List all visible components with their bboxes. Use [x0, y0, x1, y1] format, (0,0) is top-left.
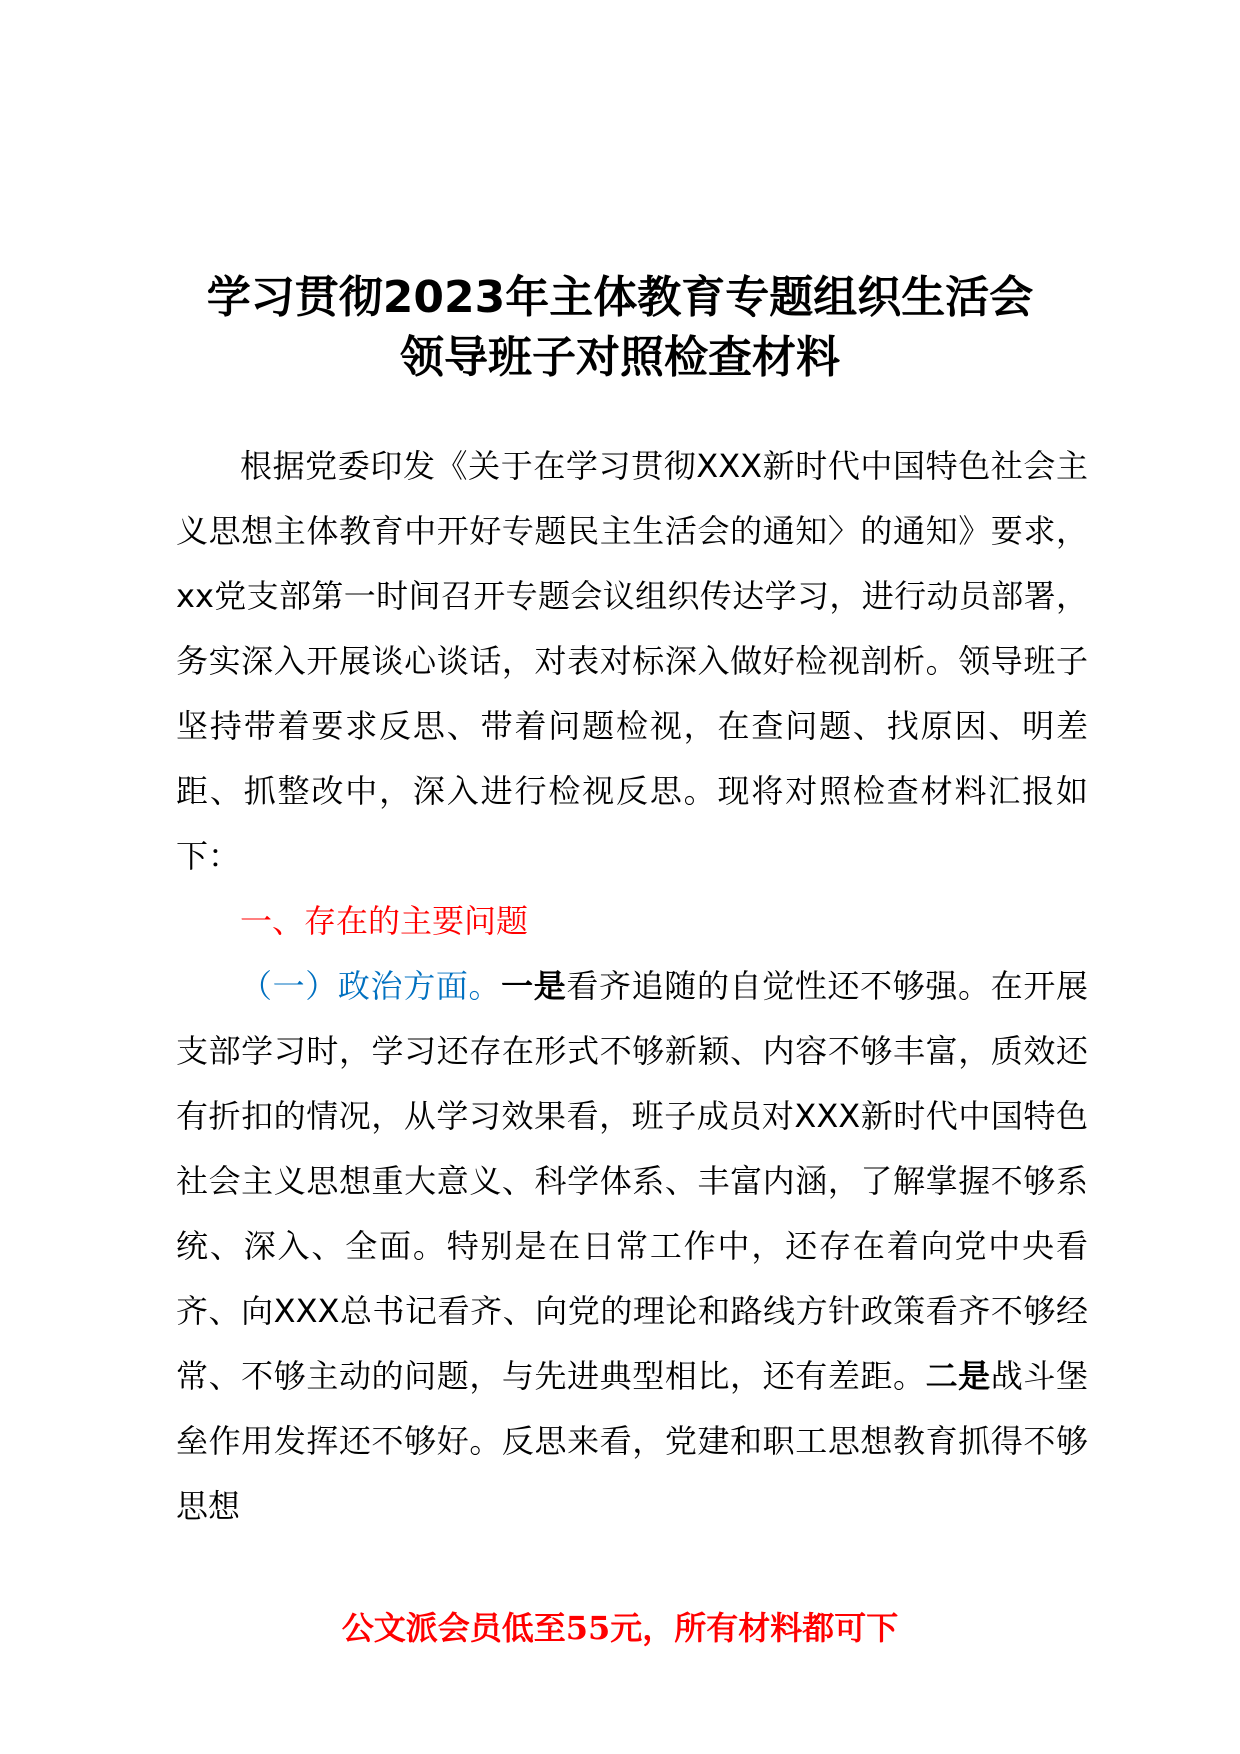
document-body	[176, 434, 1088, 1539]
section-heading: 一、存在的主要问题	[240, 902, 529, 940]
point-2-text: 战斗堡垒作用发挥还不够好。反思来看，党建和职工思想教育抓得不够思想	[176, 1357, 1088, 1525]
subsection-paragraph	[176, 954, 1088, 1539]
document-title	[0, 268, 1240, 388]
title-line-2: 领导班子对照检查材料	[400, 332, 840, 383]
title-line-1: 学习贯彻2023年主体教育专题组织生活会	[206, 272, 1034, 323]
subsection-heading: （一）政治方面。	[240, 967, 502, 1005]
intro-paragraph: 根据党委印发《关于在学习贯彻XXX新时代中国特色社会主义思想主体教育中开好专题民主生活会的通知〉的通知》要求，xx党支部第一时间召开专题会议组织传达学习，进行动员部署，务实深入开展谈心谈话，对表对标深入做好检视剖析。领导班子坚持带着要求反思、带着问题检视，在查问题、找原因、明差距、抓整改中，深入进行检视反思。现将对照检查材料汇报如下：	[176, 447, 1088, 875]
footer-ad-banner: 公文派会员低至55元，所有材料都可下	[341, 1609, 899, 1647]
point-2-label: 二是	[925, 1357, 991, 1395]
point-1-text: 看齐追随的自觉性还不够强。在开展支部学习时，学习还存在形式不够新颖、内容不够丰富，质效还有折扣的情况，从学习效果看，班子成员对XXX新时代中国特色社会主义思想重大意义、科学体系、丰富内涵，了解掌握不够系统、深入、全面。特别是在日常工作中，还存在着向党中央看齐、向XXX总书记看齐、向党的理论和路线方针政策看齐不够经常、不够主动的问题，与先进典型相比，还有差距。	[176, 967, 1088, 1395]
point-1-label: 一是	[501, 967, 567, 1005]
